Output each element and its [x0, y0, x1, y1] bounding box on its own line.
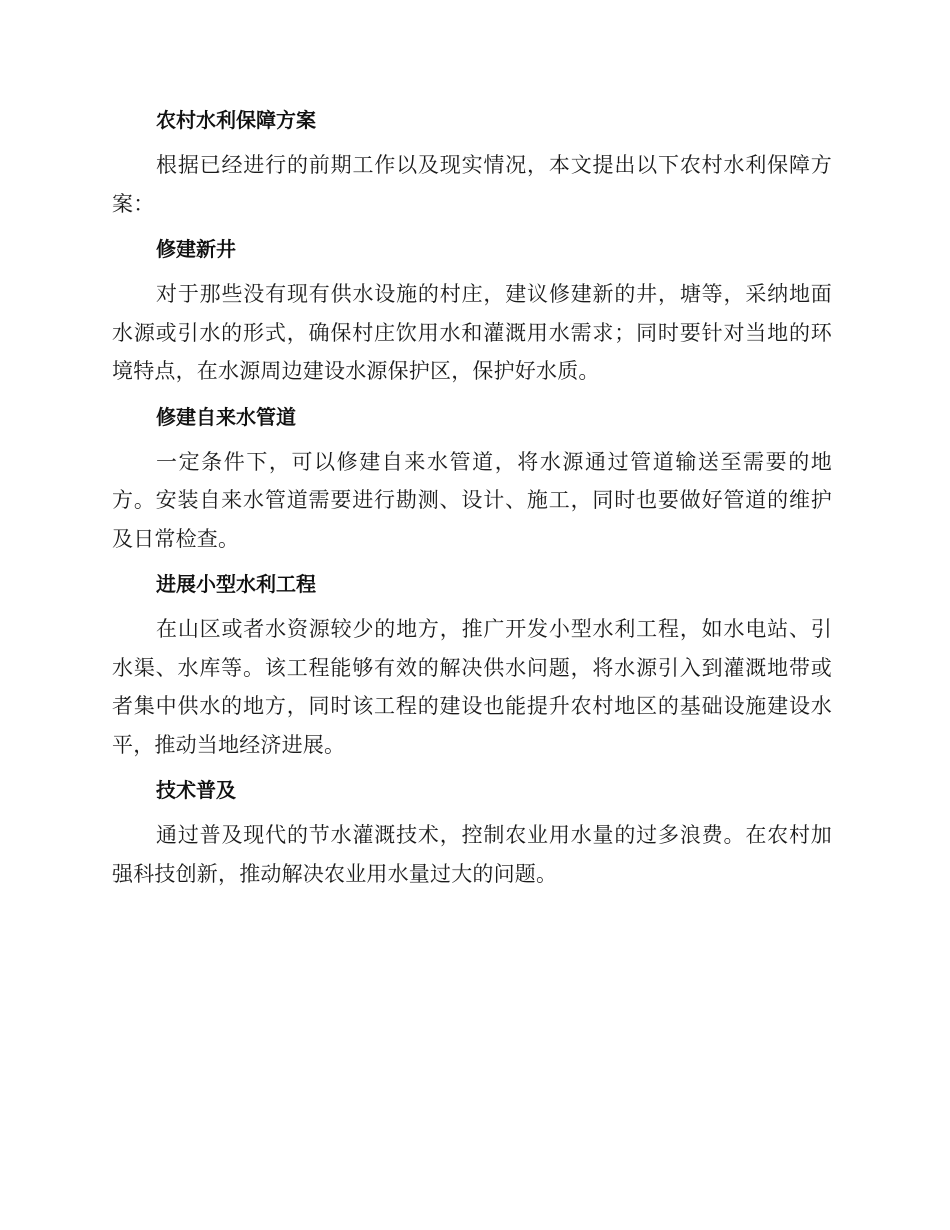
- section-body: 对于那些没有现有供水设施的村庄，建议修建新的井，塘等，采纳地面水源或引水的形式，确保村庄饮用水和灌溉用水需求；同时要针对当地的环境特点，在水源周边建设水源保护区，保护好水质。: [112, 282, 832, 383]
- section-heading: 进展小型水利工程: [156, 572, 316, 596]
- section-small-water-projects: [112, 568, 832, 774]
- section-heading: 修建新井: [156, 237, 236, 261]
- section-heading: 技术普及: [156, 778, 236, 802]
- document-page: [112, 104, 832, 893]
- section-new-wells: [112, 233, 832, 401]
- section-body: 通过普及现代的节水灌溉技术，控制农业用水量的过多浪费。在农村加强科技创新，推动解决农业用水量过大的问题。: [112, 823, 832, 886]
- section-technology-popularization: [112, 774, 832, 893]
- document-title: 农村水利保障方案: [156, 108, 316, 132]
- section-water-pipes: [112, 401, 832, 569]
- section-heading: 修建自来水管道: [156, 404, 296, 429]
- section-body: 在山区或者水资源较少的地方，推广开发小型水利工程，如水电站、引水渠、水库等。该工程能够有效的解决供水问题，将水源引入到灌溉地带或者集中供水的地方，同时该工程的建设也能提升农村地区的基础设施建设水平，推动当地经济进展。: [112, 617, 832, 757]
- intro-paragraph: 根据已经进行的前期工作以及现实情况，本文提出以下农村水利保障方案：: [112, 153, 832, 216]
- section-body: 一定条件下，可以修建自来水管道，将水源通过管道输送至需要的地方。安装自来水管道需要进行勘测、设计、施工，同时也要做好管道的维护及日常检查。: [112, 449, 832, 551]
